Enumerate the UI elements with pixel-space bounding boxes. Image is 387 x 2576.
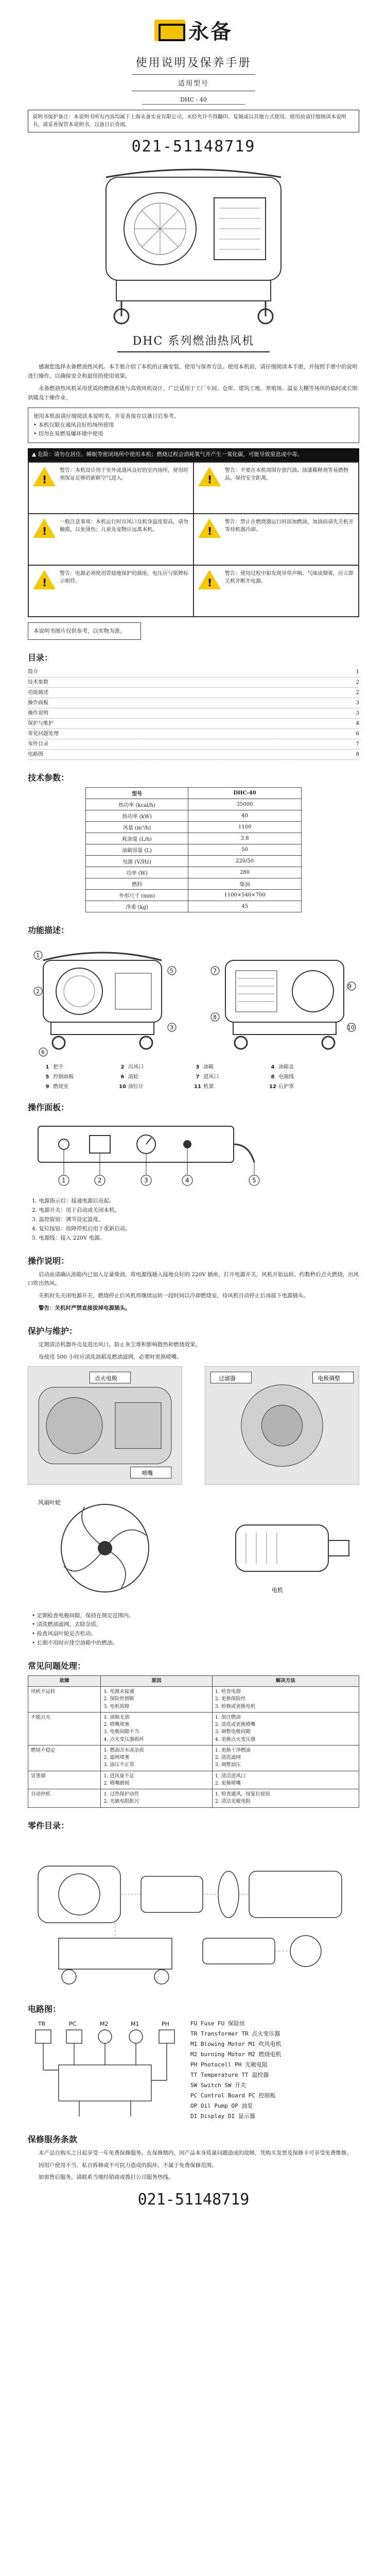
toc-label: 零件目录 — [28, 741, 48, 748]
warning-triangle-icon — [198, 570, 221, 589]
warning-cell: ! 警告：禁止在燃烧器运行时添加燃油，加油前请先关机并等待机器冷却。 — [194, 514, 359, 565]
toc-label: 操作说明 — [28, 710, 48, 717]
warning-triangle-icon — [33, 570, 56, 589]
troubleshoot-cell: 1. 清洁进风口 2. 更换喷嘴 — [212, 1771, 359, 1789]
toc-label: 功能描述 — [28, 690, 48, 696]
toc-page: 4 — [356, 721, 359, 727]
legend-text: 把手 — [51, 1064, 64, 1071]
panel-item: 1. 电源指示灯：接通电源后亮起。 — [32, 1198, 115, 1205]
service-paragraph: 如需售后服务，请联系当地经销商或拨打公司服务热线。 — [39, 2174, 174, 2181]
spec-cell: 1100 — [188, 822, 302, 833]
logo-mark — [154, 20, 185, 41]
model-label: 适用型号 — [178, 80, 209, 88]
troubleshoot-row — [28, 1789, 359, 1808]
burner-cutaway-photo — [28, 1366, 182, 1485]
spec-cell: 柴油 — [188, 878, 302, 890]
svg-text:10: 10 — [347, 1024, 355, 1031]
svg-text:1: 1 — [36, 952, 40, 959]
spec-cell: 220/50 — [188, 856, 302, 867]
svg-text:6: 6 — [41, 1049, 45, 1056]
svg-text:2: 2 — [36, 988, 40, 995]
spec-row — [86, 844, 302, 856]
cover — [28, 0, 359, 360]
troubleshoot-cell: 1. 燃油含水或杂质 2. 滤网堵塞 3. 油压不正常 — [101, 1745, 212, 1771]
toc-page: 3 — [356, 710, 359, 717]
maintenance-section — [28, 1325, 359, 1648]
operation-paragraph: 关机时先关闭电源开关，燃烧停止后风机将继续运转一段时间以冷却燃烧室，待风机自动停止后再拔下电源插头。 — [39, 1293, 309, 1299]
toc-row — [28, 739, 359, 750]
maintenance-bullet: • 长期不用时应排空油箱中的燃油。 — [32, 1640, 118, 1647]
panel-item: 4. 复位按钮：故障停机后用于重新启动。 — [32, 1225, 131, 1232]
legend-item — [194, 1082, 269, 1090]
troubleshoot-header-cell: 解决方法 — [212, 1675, 359, 1686]
series-title: DHC 系列燃油热风机 — [117, 332, 270, 352]
panel-heading: 操作面板： — [28, 1103, 69, 1113]
function-section — [28, 924, 359, 1090]
panel-item-list — [32, 1197, 359, 1243]
legend-number: 5 — [45, 1074, 49, 1080]
svg-text:9: 9 — [348, 983, 351, 990]
legend-item — [43, 1082, 118, 1090]
heater-front-diagram — [28, 940, 182, 1058]
legend-text: 油箱 — [202, 1064, 214, 1071]
maintenance-paragraph: 每使用 500 小时应清洗油箱及燃油滤网，必要时更换喷嘴。 — [39, 1353, 182, 1360]
fan-assembly-diagram — [28, 1489, 182, 1607]
svg-text:7: 7 — [213, 968, 217, 975]
image-note: 本说明书图片仅供参考，以实物为准。 — [28, 622, 141, 640]
troubleshoot-header-cell: 故障 — [28, 1675, 101, 1686]
toc-row — [28, 688, 359, 698]
circuit-heading: 电路图： — [28, 2004, 61, 2014]
svg-text:8: 8 — [213, 1014, 217, 1021]
brand-logo — [154, 15, 233, 45]
legend-text: 燃烧室 — [51, 1084, 69, 1090]
legend-number: 6 — [120, 1074, 125, 1080]
troubleshoot-header-cell: 原因 — [101, 1675, 212, 1686]
svg-text:电机: 电机 — [272, 1586, 283, 1594]
svg-text:喷嘴: 喷嘴 — [142, 1469, 153, 1477]
toc-section — [28, 651, 359, 760]
spec-section — [28, 771, 359, 912]
troubleshoot-cell: 1. 电源未接通 2. 保险丝熔断 3. 电机故障 — [101, 1687, 212, 1713]
spec-cell: 耗油量 (L/h) — [86, 833, 188, 844]
notice-box — [28, 408, 359, 443]
svg-text:PC: PC — [69, 2020, 77, 2027]
svg-text:3: 3 — [144, 1177, 148, 1184]
copyright-warning: 说明书保护备注：本说明书所有内容均属于上海永备实业有限公司，未经允许不得翻印、复制或以其他方式使用。使用前请仔细阅读本说明书，请妥善保管本说明书，以备日后查阅。 — [28, 110, 359, 132]
legend-number: 4 — [271, 1064, 275, 1071]
operation-section — [28, 1255, 359, 1313]
circuit-legend-item: M2 burning Motor M2 燃烧电机 — [190, 2050, 282, 2058]
legend-text: 进风口 — [202, 1074, 219, 1080]
warning-triangle-icon — [198, 467, 221, 486]
legend-number: 8 — [271, 1074, 275, 1080]
toc-row — [28, 708, 359, 719]
spec-cell: 1100×540×700 — [188, 890, 302, 901]
troubleshoot-table — [28, 1675, 359, 1808]
legend-item — [194, 1062, 269, 1070]
spec-row — [86, 867, 302, 878]
spec-cell: 外形尺寸 (mm) — [86, 890, 188, 901]
troubleshoot-cell: 1. 更换干净燃油 2. 清洗滤网 3. 调整油压 — [212, 1745, 359, 1771]
parts-section — [28, 1819, 359, 1991]
circuit-legend-item: FU Fuse FU 保险丝 — [190, 2020, 245, 2027]
maintenance-bullet: • 检查风扇叶轮是否松动。 — [32, 1631, 97, 1637]
toc-row — [28, 698, 359, 708]
toc-label: 保护与维护 — [28, 721, 54, 727]
control-panel-diagram — [28, 1121, 265, 1188]
spec-cell: 3.8 — [188, 833, 302, 844]
toc-label: 技术参数 — [28, 680, 48, 686]
troubleshoot-cell: 冒黑烟 — [28, 1771, 101, 1789]
intro-section — [28, 363, 359, 640]
maintenance-heading: 保护与维护： — [28, 1326, 78, 1336]
model-value: DHC - 40 — [142, 95, 245, 105]
maintenance-bullet: • 清洗燃油滤网，去除杂质。 — [32, 1621, 102, 1628]
svg-text:2: 2 — [98, 1177, 102, 1184]
legend-item — [118, 1082, 194, 1090]
spec-row — [86, 833, 302, 844]
svg-text:1: 1 — [62, 1177, 66, 1184]
legend-number: 7 — [196, 1074, 200, 1080]
spec-row — [86, 878, 302, 890]
notice-line: 使用本机前请仔细阅读本说明书，并妥善保存以备日后参考。 — [33, 413, 180, 420]
spec-table — [85, 787, 302, 912]
legend-item — [118, 1072, 194, 1080]
toc-heading: 目录： — [28, 653, 53, 663]
toc-page: 8 — [356, 752, 359, 758]
troubleshoot-cell: 1. 检查通风，按复位按钮 2. 清洁光敏电阻 — [212, 1789, 359, 1808]
heater-rear-diagram — [205, 940, 359, 1058]
toc-row — [28, 719, 359, 729]
troubleshoot-cell: 不能点火 — [28, 1712, 101, 1745]
circuit-legend-item: DI Display DI 显示器 — [190, 2112, 255, 2120]
spec-cell: 燃料 — [86, 878, 188, 890]
panel-item: 3. 温控旋钮：调节设定温度。 — [32, 1216, 104, 1223]
svg-text:5: 5 — [252, 1177, 256, 1184]
maintenance-bullet: • 定期检查电极间隙，保持在规定范围内。 — [32, 1612, 134, 1619]
legend-number: 10 — [119, 1084, 126, 1090]
legend-text: 出风口 — [127, 1064, 144, 1071]
service-heading: 保修服务条款 — [28, 2134, 78, 2144]
spec-row — [86, 799, 302, 810]
notice-line: • 本机仅限在通风良好的场所使用 — [33, 422, 114, 429]
legend-text: 后护罩 — [277, 1084, 294, 1090]
spec-cell: 45 — [188, 901, 302, 912]
troubleshoot-row — [28, 1712, 359, 1745]
circuit-legend-item: SW Switch SW 开关 — [190, 2081, 247, 2089]
troubleshoot-cell: 1. 加注燃油 2. 清洗或更换喷嘴 3. 调整电极间隙 4. 更换点火变压器 — [212, 1712, 359, 1745]
service-paragraph: 本产品自购买之日起享受一年免费保修服务。在保修期内，因产品本身质量问题造成的故障，凭购买发票及保修卡可享受免费维修。 — [39, 2149, 352, 2156]
troubleshoot-row — [28, 1687, 359, 1713]
troubleshoot-heading: 常见问题处理： — [28, 1660, 86, 1671]
spec-row — [86, 856, 302, 867]
toc-page: 7 — [356, 741, 359, 748]
svg-text:4: 4 — [185, 1177, 189, 1184]
toc-label: 简介 — [28, 669, 38, 675]
svg-text:风扇叶轮: 风扇叶轮 — [38, 1499, 61, 1506]
toc-page: 2 — [356, 690, 359, 696]
warning-triangle-icon — [33, 518, 56, 538]
toc-label: 电路图 — [28, 752, 43, 758]
spec-row — [86, 822, 302, 833]
heater-illustration — [85, 162, 302, 327]
svg-text:PH: PH — [162, 2020, 169, 2027]
operation-warning: 警告：关机时严禁直接拔掉电源插头。 — [39, 1305, 131, 1312]
model-box — [132, 74, 255, 91]
panel-item: 2. 电源开关：用于启动或关闭本机。 — [32, 1207, 120, 1214]
warning-triangle-icon — [198, 518, 221, 538]
legend-item — [269, 1082, 344, 1090]
troubleshoot-cell: 1. 检查电源 2. 更换保险丝 3. 检修或更换电机 — [212, 1687, 359, 1713]
service-paragraph: 因用户使用不当、私自拆修或不可抗力造成的损坏，不属于免费保修范围。 — [39, 2162, 217, 2168]
spec-cell: 功率 (W) — [86, 867, 188, 878]
troubleshoot-cell: 1. 过热保护动作 2. 光敏电阻脏污 — [101, 1789, 212, 1808]
panel-item: 5. 电源线：接入 220V 电源。 — [32, 1234, 105, 1241]
troubleshoot-cell: 1. 进风量不足 2. 喷嘴磨损 — [101, 1771, 212, 1789]
toc-row — [28, 677, 359, 688]
legend-number: 2 — [120, 1064, 125, 1071]
circuit-legend-item: PH Photocell PH 光敏电阻 — [190, 2061, 268, 2068]
intro-paragraph: 感谢您选择永备燃油热风机。本手册介绍了本机的正确安装、使用与保养方法。使用本机前，请仔细阅读本手册，并按照手册中的说明进行操作，以确保安全和最佳的使用效果。 — [28, 364, 358, 379]
troubleshoot-row — [28, 1745, 359, 1771]
legend-item — [118, 1062, 194, 1070]
function-legend — [43, 1062, 344, 1090]
legend-number: 3 — [196, 1064, 200, 1071]
legend-text: 电源线 — [277, 1074, 294, 1080]
legend-text: 控制面板 — [51, 1074, 74, 1080]
spec-header-cell: DHC-40 — [188, 788, 302, 799]
spec-cell: 50 — [188, 844, 302, 856]
warning-grid — [28, 462, 359, 617]
warning-cell: ! 警告：不要在本机周围存放汽油、油漆稀释剂等易燃物品，保持安全距离。 — [194, 462, 359, 514]
spec-cell: 风量 (m³/h) — [86, 822, 188, 833]
maintenance-bullets — [32, 1612, 359, 1648]
motor-diagram — [205, 1489, 359, 1607]
legend-text: 油箱盖 — [277, 1064, 294, 1071]
svg-text:M1: M1 — [131, 2020, 139, 2027]
maintenance-paragraph: 定期清洁机器外壳及进出风口，防止灰尘堆积影响散热和燃烧效果。 — [39, 1341, 201, 1348]
spec-cell: 电源 (V/Hz) — [86, 856, 188, 867]
filter-detail-photo — [205, 1366, 359, 1485]
footer-hotline: 021-51148719 — [137, 2191, 250, 2209]
troubleshoot-cell: 风机不运转 — [28, 1687, 101, 1713]
svg-text:电极调整: 电极调整 — [318, 1375, 340, 1382]
troubleshoot-cell: 燃烧不稳定 — [28, 1745, 101, 1771]
legend-item — [269, 1062, 344, 1070]
toc-page: 1 — [356, 669, 359, 675]
toc-row — [28, 667, 359, 677]
spec-cell: 净重 (kg) — [86, 901, 188, 912]
warning-cell: ! 警告：本机设计用于室外或通风良好的室内场所，使用时须保证足够的新鲜空气进入。 — [28, 462, 194, 514]
parts-heading: 零件目录： — [28, 1820, 69, 1831]
panel-section — [28, 1101, 359, 1243]
cover-hotline: 021-51148719 — [131, 138, 256, 156]
legend-item — [194, 1072, 269, 1080]
fan-diagrams — [28, 1489, 359, 1607]
svg-text:过滤器: 过滤器 — [219, 1375, 236, 1382]
toc-page: 2 — [356, 680, 359, 686]
spec-header-cell: 型号 — [86, 788, 188, 799]
warning-cell: ! 警告：使用过程中如发现异常声响、气味或烟雾，应立即关机并断开电源。 — [194, 565, 359, 617]
toc-list — [28, 667, 359, 760]
legend-item — [269, 1072, 344, 1080]
spec-cell: 40 — [188, 810, 302, 822]
warning-cell: ! 警告：电源必须使用带接地保护的插座，电压应与铭牌标示相符。 — [28, 565, 194, 617]
svg-text:TR: TR — [38, 2020, 46, 2027]
manual-title: 使用说明及保养手册 — [135, 57, 252, 70]
legend-number: 12 — [269, 1084, 276, 1090]
function-heading: 功能描述： — [28, 925, 69, 936]
troubleshoot-section — [28, 1659, 359, 1808]
spec-row — [86, 890, 302, 901]
circuit-legend — [190, 2019, 281, 2122]
toc-row — [28, 750, 359, 760]
maintenance-diagrams — [28, 1366, 359, 1485]
circuit-legend-item: TT Temperature TT 温控器 — [190, 2071, 269, 2078]
circuit-legend-item: OP Oil Pump OP 油泵 — [190, 2102, 253, 2109]
danger-banner: ▲ 危险：请勿在居住、睡眠等密闭场所中使用本机；燃烧过程会消耗氧气并产生一氧化碳，可能导致窒息或中毒。 — [28, 448, 359, 462]
toc-row — [28, 729, 359, 739]
svg-text:3: 3 — [170, 1024, 173, 1031]
circuit-legend-item: M1 Blowing Motor M1 吹风电机 — [190, 2040, 282, 2047]
toc-page: 3 — [356, 700, 359, 706]
exploded-parts-diagram — [28, 1835, 357, 1990]
operation-heading: 操作说明： — [28, 1256, 69, 1266]
toc-label: 常见问题处理 — [28, 731, 59, 737]
svg-text:M2: M2 — [100, 2020, 109, 2027]
warning-cell: ! 一般注意事项：本机运行时出风口及机身温度很高，请勿触摸，以免烫伤；儿童及宠物应远离本机。 — [28, 514, 194, 565]
intro-paragraph: 永备燃油热风机采用优质的燃烧系统与高效风机设计，广泛适用于工厂车间、仓库、建筑工地、养殖场、温室大棚等场所的临时或长期供暖及干燥作业。 — [28, 385, 358, 401]
spec-heading: 技术参数： — [28, 773, 69, 783]
notice-line: • 切勿在易燃易爆环境中使用 — [33, 430, 103, 437]
legend-text: 机架 — [202, 1084, 214, 1090]
troubleshoot-cell: 自动停机 — [28, 1789, 101, 1808]
troubleshoot-cell: 1. 油箱无油 2. 喷嘴堵塞 3. 电极间隙不当 4. 点火变压器损坏 — [101, 1712, 212, 1745]
spec-row — [86, 901, 302, 912]
legend-item — [43, 1072, 118, 1080]
spec-cell: 35000 — [188, 799, 302, 810]
warning-triangle-icon — [33, 467, 56, 486]
brand-name: 永备 — [188, 20, 233, 44]
operation-paragraph: 启动前请确认油箱内已加入足量柴油，将电源线插入接地良好的 220V 插座，打开电源开关，风机开始运转，约数秒后点火燃烧，出风口吹出热风。 — [28, 1271, 359, 1287]
troubleshoot-row — [28, 1771, 359, 1789]
spec-row — [86, 810, 302, 822]
toc-page: 6 — [356, 731, 359, 737]
circuit-legend-item: PC Control Board PC 控制板 — [190, 2092, 276, 2099]
legend-number: 11 — [194, 1084, 201, 1090]
svg-text:5: 5 — [170, 968, 173, 975]
service-section — [28, 2133, 359, 2209]
legend-text: 油位计 — [127, 1084, 144, 1090]
legend-number: 1 — [45, 1064, 49, 1071]
legend-number: 9 — [45, 1084, 49, 1090]
legend-item — [43, 1062, 118, 1070]
circuit-legend-item: TR Transformer TR 点火变压器 — [190, 2030, 280, 2037]
svg-text:点火电极: 点火电极 — [95, 1375, 117, 1382]
function-diagrams — [28, 940, 359, 1058]
circuit-section — [28, 2003, 359, 2122]
legend-text: 滚轮 — [127, 1074, 139, 1080]
circuit-area — [28, 2019, 359, 2122]
spec-cell: 热功率 (kcal/h) — [86, 799, 188, 810]
spec-cell: 热功率 (kW) — [86, 810, 188, 822]
spec-cell: 280 — [188, 867, 302, 878]
toc-label: 操作面板 — [28, 700, 48, 706]
spec-cell: 油箱容量 (L) — [86, 844, 188, 856]
circuit-diagram — [28, 2019, 182, 2122]
